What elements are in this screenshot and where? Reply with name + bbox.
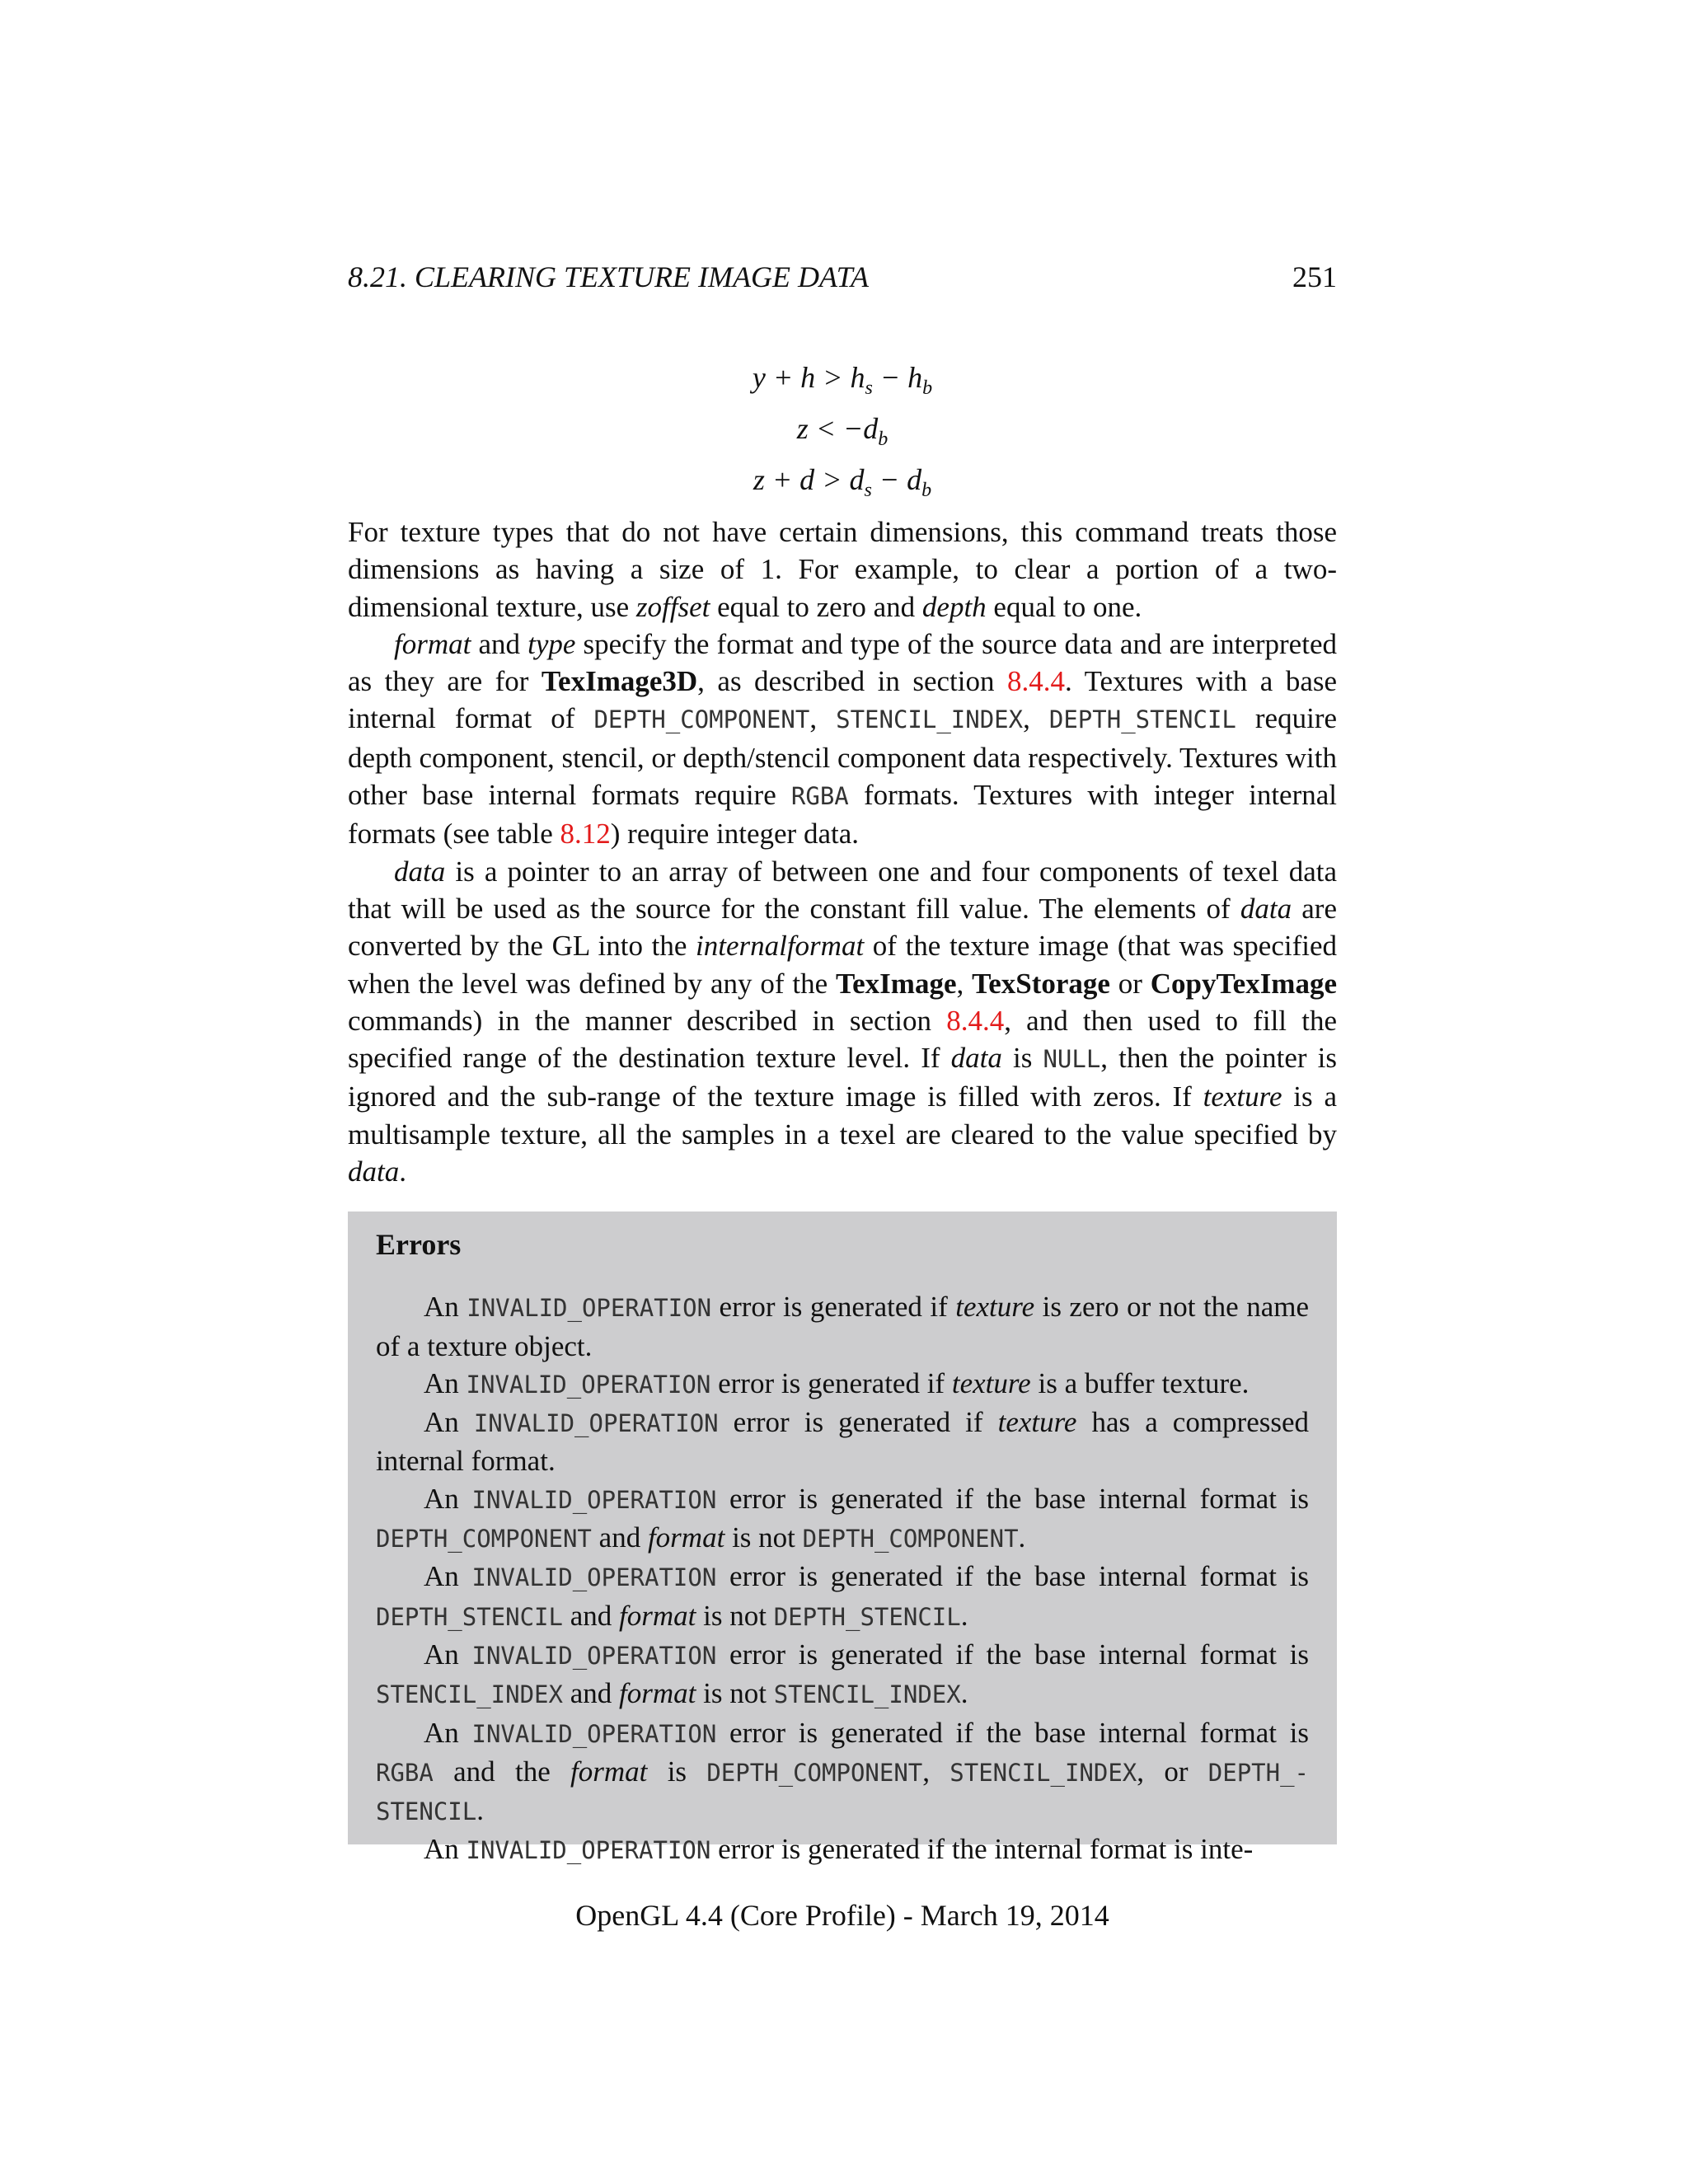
eq2-lhs: z bbox=[796, 412, 809, 445]
paragraph-data: data is a pointer to an array of between one and four components of texel data that will be used as the source for the constant fill value. The elements of data are converted by the GL into the internalformat of the texture image (that was specified when the level was defined by any of the TexImage, TexStorage or CopyTexImage commands) in the manner described in section 8.4.4, and then used to fill the specified range of the destination texture level. If data is NULL, then the pointer is ignored and the sub-range of the texture image is filled with zeros. If texture is a multisample texture, all the samples in a texel are cleared to the value specified by data. bbox=[348, 855, 1337, 1188]
section-title: 8.21. CLEARING TEXTURE IMAGE DATA bbox=[348, 260, 869, 293]
eq2-op: < bbox=[815, 412, 836, 445]
errors-box bbox=[348, 1212, 1337, 1866]
page-footer: OpenGL 4.4 (Core Profile) - March 19, 2014 bbox=[575, 1899, 1109, 1932]
eq1-minus: − bbox=[879, 361, 901, 394]
section-link-8-4-4[interactable]: 8.4.4 bbox=[1006, 665, 1065, 698]
error-item: An INVALID_OPERATION error is generated if the base internal format is DEPTH_COMPONENT and format is not DEPTH_COMPONENT. bbox=[376, 1482, 1310, 1554]
section-link-8-4-4-b[interactable]: 8.4.4 bbox=[946, 1004, 1005, 1037]
eq1-b: h bbox=[907, 361, 923, 394]
error-item: An INVALID_OPERATION error is generated if the base internal format is DEPTH_STENCIL and format is not DEPTH_STENCIL. bbox=[376, 1560, 1310, 1632]
eq3-a: d bbox=[849, 463, 865, 496]
error-item: An INVALID_OPERATION error is generated if texture has a compressed internal format. bbox=[376, 1406, 1310, 1478]
equation-3 bbox=[348, 458, 1337, 509]
errors-title: Errors bbox=[376, 1228, 462, 1261]
equation-2 bbox=[348, 407, 1337, 458]
error-item: An INVALID_OPERATION error is generated if the base internal format is RGBA and the format is DEPTH_COMPONENT, STENCIL_INDEX, or DEPTH_-STENCIL. bbox=[376, 1716, 1310, 1827]
page-number: 251 bbox=[1292, 260, 1337, 293]
eq2-b-sub: b bbox=[878, 429, 889, 451]
body-text bbox=[348, 513, 1337, 1190]
eq1-a: h bbox=[850, 361, 865, 394]
eq3-a-sub: s bbox=[864, 480, 872, 502]
running-header bbox=[348, 260, 1337, 294]
eq1-lhs: y + h bbox=[752, 361, 816, 394]
eq1-a-sub: s bbox=[865, 377, 873, 400]
error-item: An INVALID_OPERATION error is generated if the base internal format is STENCIL_INDEX and format is not STENCIL_INDEX. bbox=[376, 1638, 1310, 1710]
equation-block bbox=[348, 356, 1337, 509]
error-item: An INVALID_OPERATION error is generated if the internal format is inte- bbox=[424, 1833, 1254, 1866]
eq3-b: d bbox=[907, 463, 922, 496]
equation-1 bbox=[348, 356, 1337, 407]
eq1-b-sub: b bbox=[922, 377, 933, 400]
error-item: An INVALID_OPERATION error is generated if texture is a buffer texture. bbox=[424, 1366, 1250, 1399]
error-item: An INVALID_OPERATION error is generated if texture is zero or not the name of a texture object. bbox=[376, 1291, 1309, 1362]
eq2-minus: − bbox=[843, 412, 864, 445]
eq3-lhs: z + d bbox=[753, 463, 815, 496]
eq3-op: > bbox=[822, 463, 842, 496]
eq3-minus: − bbox=[879, 463, 900, 496]
table-link-8-12[interactable]: 8.12 bbox=[560, 818, 611, 851]
eq1-op: > bbox=[823, 361, 843, 394]
paragraph-dimensions: For texture types that do not have certain dimensions, this command treats those dimensions as having a size of 1. For example, to clear a portion of a two-dimensional texture, use zoffset equal to zero and depth equal to one. bbox=[348, 516, 1337, 623]
paragraph-format-type: format and type specify the format and type of the source data and are interpreted as they are for TexImage3D, as described in section 8.4.4. Textures with a base internal format of DEPTH_COMPONENT, STENCIL_INDEX, DEPTH_STENCIL require depth component, stencil, or depth/stencil component data respectively. Textures with other base internal formats require RGBA formats. Textures with integer internal formats (see table 8.12) require integer data. bbox=[348, 627, 1338, 851]
eq2-b: d bbox=[863, 412, 879, 445]
eq3-b-sub: b bbox=[921, 480, 932, 502]
